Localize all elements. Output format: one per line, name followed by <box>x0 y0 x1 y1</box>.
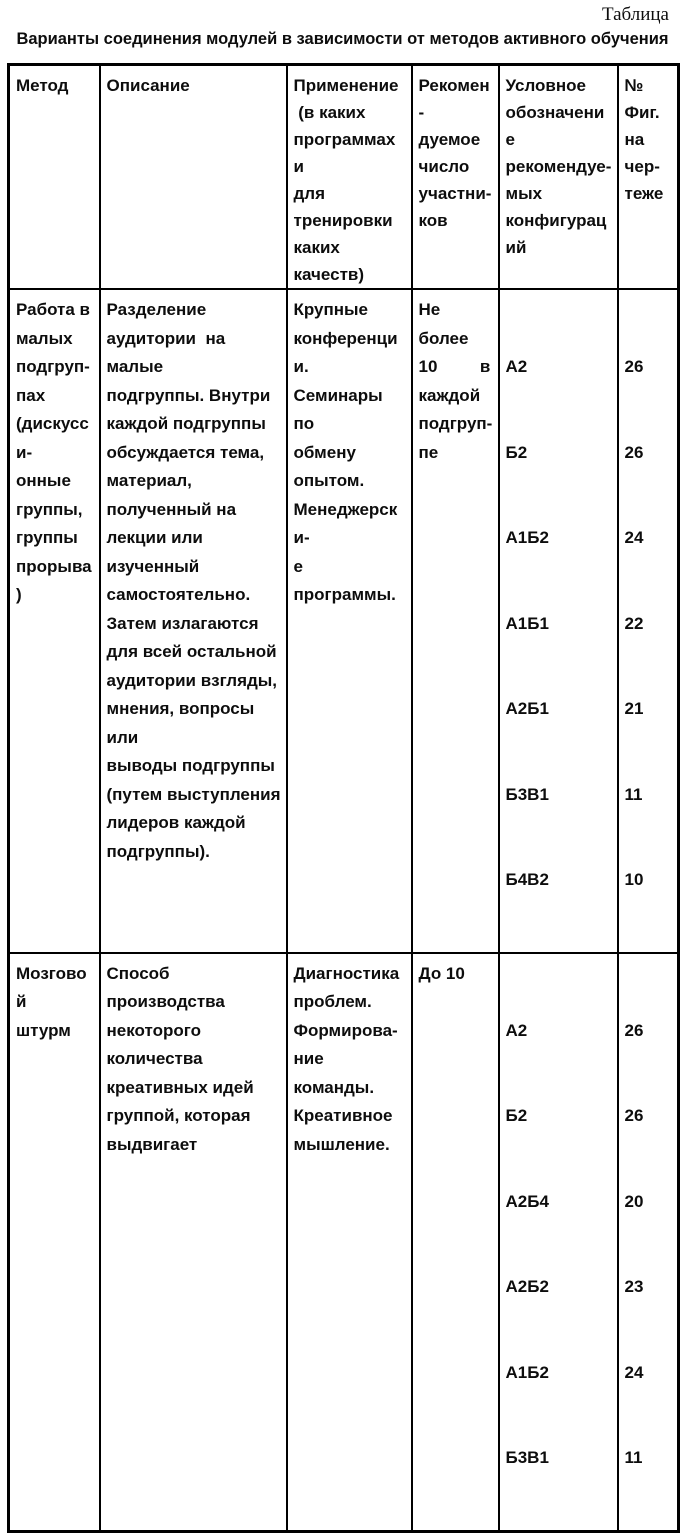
config-code: Б2 <box>505 442 528 462</box>
figure-number: 24 <box>624 528 644 547</box>
table-row-brainstorm <box>9 953 679 1532</box>
cell-description: Способ производства некоторого количества креативных идей группой, которая выдвигает <box>100 953 287 1532</box>
config-code: Б2 <box>505 1106 528 1125</box>
col-header-figure: № Фиг. на чер- теже <box>618 65 679 290</box>
cell-method: Мозговой штурм <box>9 953 100 1532</box>
col-header-method: Метод <box>9 65 100 290</box>
cell-figures <box>618 953 679 1532</box>
config-code: Б4В2 <box>505 870 549 889</box>
table-label: Таблица <box>601 4 669 25</box>
figure-number: 24 <box>624 1362 644 1382</box>
table-caption: Варианты соединения модулей в зависимости от методов активного обучения <box>16 30 669 48</box>
col-header-description: Описание <box>100 65 287 290</box>
figure-number: 11 <box>624 784 643 804</box>
figure-number: 26 <box>624 357 644 376</box>
col-header-application: Применение (в каких программах и для тренировки каких качеств) <box>287 65 412 290</box>
config-code: А2 <box>505 357 528 376</box>
cell-participants: Не более 10 в каждой подгруп- пе <box>412 289 499 953</box>
config-code: А1Б2 <box>505 1362 549 1382</box>
cell-participants: До 10 <box>412 953 499 1532</box>
figure-number: 26 <box>624 1106 644 1125</box>
cell-method: Работа в малых подгруп- пах (дискусси- онные группы, группы прорыва) <box>9 289 100 953</box>
figure-number: 11 <box>624 1448 643 1467</box>
config-code: А2 <box>505 1020 528 1040</box>
config-code: А1Б1 <box>505 613 549 633</box>
figure-number: 10 <box>624 870 644 889</box>
header-row <box>9 65 679 290</box>
figure-number: 23 <box>624 1277 644 1296</box>
col-header-participants: Рекомен- дуемое число участни- ков <box>412 65 499 290</box>
cell-figures <box>618 289 679 953</box>
figure-number: 20 <box>624 1191 644 1211</box>
figure-number: 22 <box>624 613 644 633</box>
cell-application: Диагностика проблем. Формирова- ние команды. Креативное мышление. <box>287 953 412 1532</box>
module-connection-table <box>7 63 680 1533</box>
cell-description: Разделение аудитории на малые подгруппы. Внутри каждой подгруппы обсуждается тема, материал, полученный на лекции или изученный самостоятельно. Затем излагаются для всей остальной аудитории взгляды, мнения, вопросы или выводы подгруппы (путем выступления лидеров каждой подгруппы). <box>100 289 287 953</box>
config-code: А2Б4 <box>505 1191 549 1211</box>
cell-configurations <box>499 289 618 953</box>
config-code: Б3В1 <box>505 1448 549 1467</box>
figure-number: 21 <box>624 699 644 718</box>
figure-number: 26 <box>624 1020 644 1040</box>
table-row-small-groups <box>9 289 679 953</box>
config-code: А2Б1 <box>505 699 549 718</box>
col-header-designation: Условное обозначение рекомендуе- мых конфигураций <box>499 65 618 290</box>
config-code: Б3В1 <box>505 784 549 804</box>
cell-configurations <box>499 953 618 1532</box>
figure-number: 26 <box>624 442 644 462</box>
config-code: А2Б2 <box>505 1277 549 1296</box>
config-code: А1Б2 <box>505 528 549 547</box>
cell-application: Крупные конференции. Семинары по обмену опытом. Менеджерски- е программы. <box>287 289 412 953</box>
